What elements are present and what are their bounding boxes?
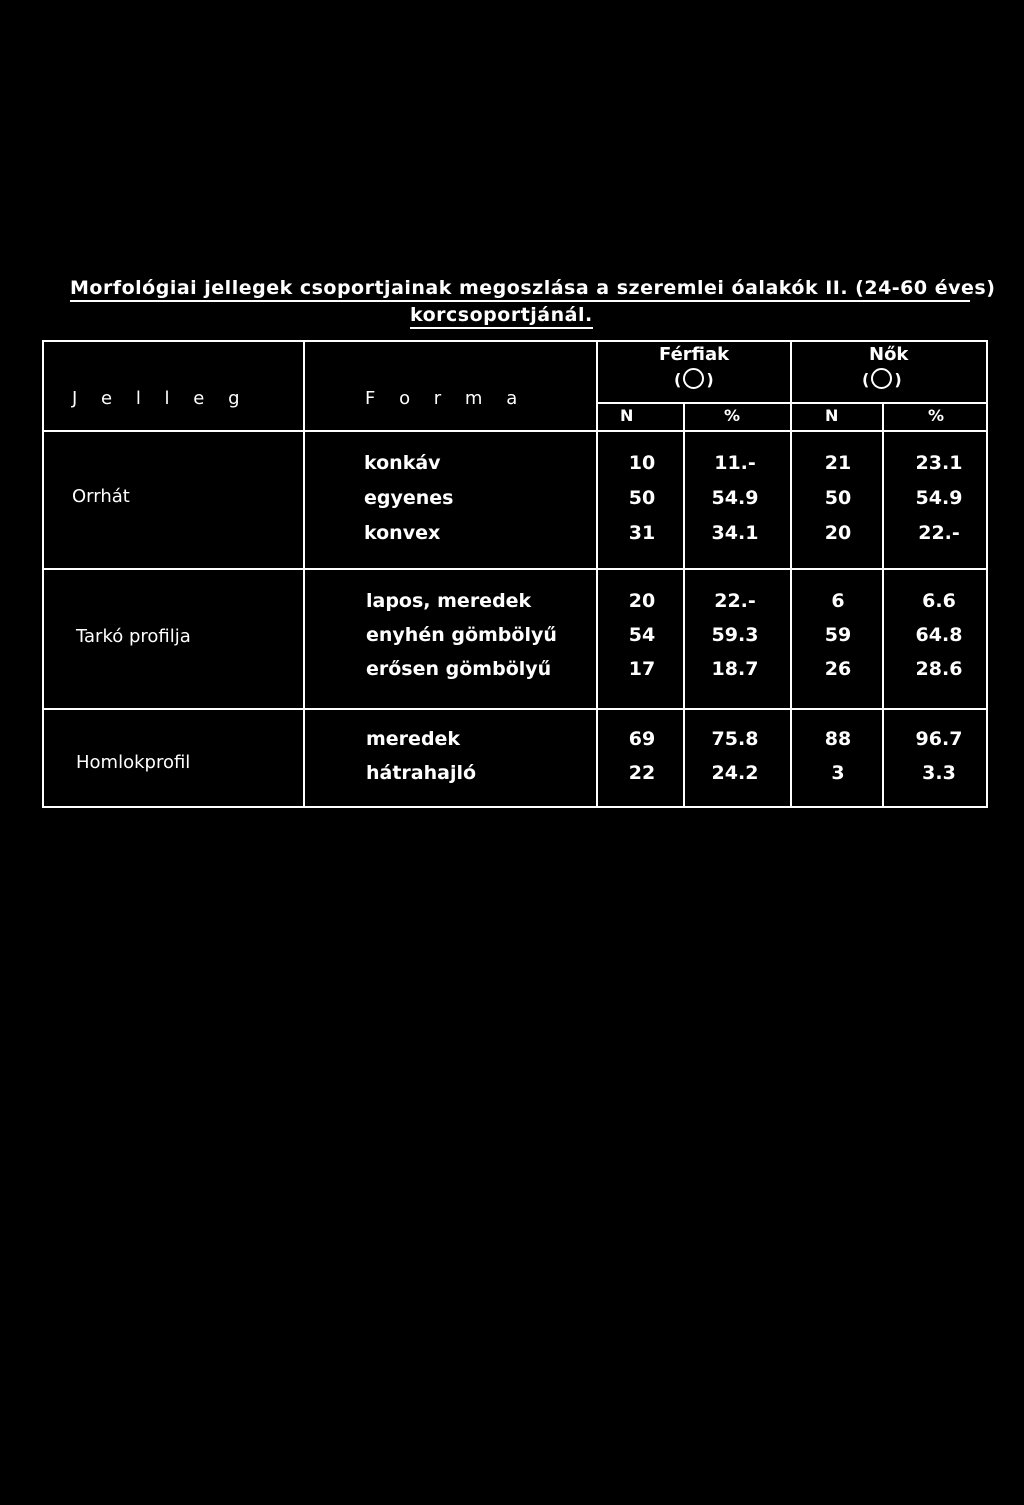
- header-m-n: N: [620, 406, 634, 425]
- group-label-orrhat: Orrhát: [72, 486, 130, 507]
- row-forma: egyenes: [364, 487, 454, 509]
- row-m-n: 10: [628, 452, 656, 474]
- row-m-n: 54: [628, 624, 656, 646]
- group-label-tarko-profilja: Tarkó profilja: [76, 626, 191, 647]
- row-m-n: 17: [628, 658, 656, 680]
- row-f-pct: 28.6: [915, 658, 963, 680]
- row-forma: erősen gömbölyű: [366, 658, 552, 680]
- col-sep-gender: [790, 340, 792, 808]
- row-m-pct: 34.1: [711, 522, 759, 544]
- row-f-n: 26: [824, 658, 852, 680]
- row-m-n: 69: [628, 728, 656, 750]
- row-m-pct: 75.8: [711, 728, 759, 750]
- col-sep-forma: [596, 340, 598, 808]
- row-f-pct: 3.3: [922, 762, 956, 784]
- row-m-pct: 54.9: [711, 487, 759, 509]
- row-f-pct: 64.8: [915, 624, 963, 646]
- female-symbol: [862, 368, 902, 392]
- row-m-n: 31: [628, 522, 656, 544]
- header-nok: Nők: [869, 344, 909, 365]
- header-jelleg: J e l l e g: [72, 388, 249, 409]
- row-f-pct: 22.-: [918, 522, 960, 544]
- col-sep-jelleg: [303, 340, 305, 808]
- row-m-pct: 24.2: [711, 762, 759, 784]
- row-forma: konvex: [364, 522, 441, 544]
- female-symbol-close: ): [894, 370, 902, 389]
- row-m-pct: 22.-: [714, 590, 756, 612]
- row-m-n: 50: [628, 487, 656, 509]
- row-m-pct: 18.7: [711, 658, 759, 680]
- row-forma: hátrahajló: [366, 762, 477, 784]
- row-m-pct: 11.-: [714, 452, 756, 474]
- row-f-n: 50: [824, 487, 852, 509]
- table-border-left: [42, 340, 44, 808]
- header-m-pct: %: [724, 406, 741, 425]
- header-ferfiak: Férfiak: [659, 344, 730, 365]
- row-forma: enyhén gömbölyű: [366, 624, 557, 646]
- row-forma: konkáv: [364, 452, 441, 474]
- header-f-pct: %: [928, 406, 945, 425]
- male-symbol-close: ): [706, 370, 714, 389]
- row-f-pct: 96.7: [915, 728, 963, 750]
- row-f-n: 21: [824, 452, 852, 474]
- male-symbol: [674, 368, 714, 392]
- row-m-n: 22: [628, 762, 656, 784]
- table-border-bottom: [42, 806, 988, 808]
- table-title-line-2: korcsoportjánál.: [410, 304, 593, 329]
- row-forma: lapos, meredek: [366, 590, 532, 612]
- row-m-pct: 59.3: [711, 624, 759, 646]
- female-circle-icon: [871, 368, 892, 389]
- col-sep-m-n-pct: [683, 402, 685, 808]
- table-title-line-1: Morfológiai jellegek csoportjainak megoszlása a szeremlei óalakók II. (24-60 éves): [70, 277, 970, 302]
- col-sep-f-n-pct: [882, 402, 884, 808]
- row-m-n: 20: [628, 590, 656, 612]
- row-f-n: 20: [824, 522, 852, 544]
- row-f-n: 88: [824, 728, 852, 750]
- row-f-pct: 54.9: [915, 487, 963, 509]
- header-bottom-line: [42, 430, 988, 432]
- row-f-n: 3: [831, 762, 845, 784]
- table-border-right: [986, 340, 988, 808]
- header-forma: F o r m a: [365, 388, 527, 409]
- group-label-homlokprofil: Homlokprofil: [76, 752, 191, 773]
- header-f-n: N: [825, 406, 839, 425]
- group-sep-2: [42, 708, 988, 710]
- row-f-pct: 23.1: [915, 452, 963, 474]
- row-f-pct: 6.6: [922, 590, 956, 612]
- header-subline: [596, 402, 988, 404]
- row-f-n: 6: [831, 590, 845, 612]
- group-sep-1: [42, 568, 988, 570]
- row-forma: meredek: [366, 728, 461, 750]
- male-circle-icon: [683, 368, 704, 389]
- female-symbol-open: (: [862, 370, 870, 389]
- row-f-n: 59: [824, 624, 852, 646]
- table-border-top: [42, 340, 988, 342]
- male-symbol-open: (: [674, 370, 682, 389]
